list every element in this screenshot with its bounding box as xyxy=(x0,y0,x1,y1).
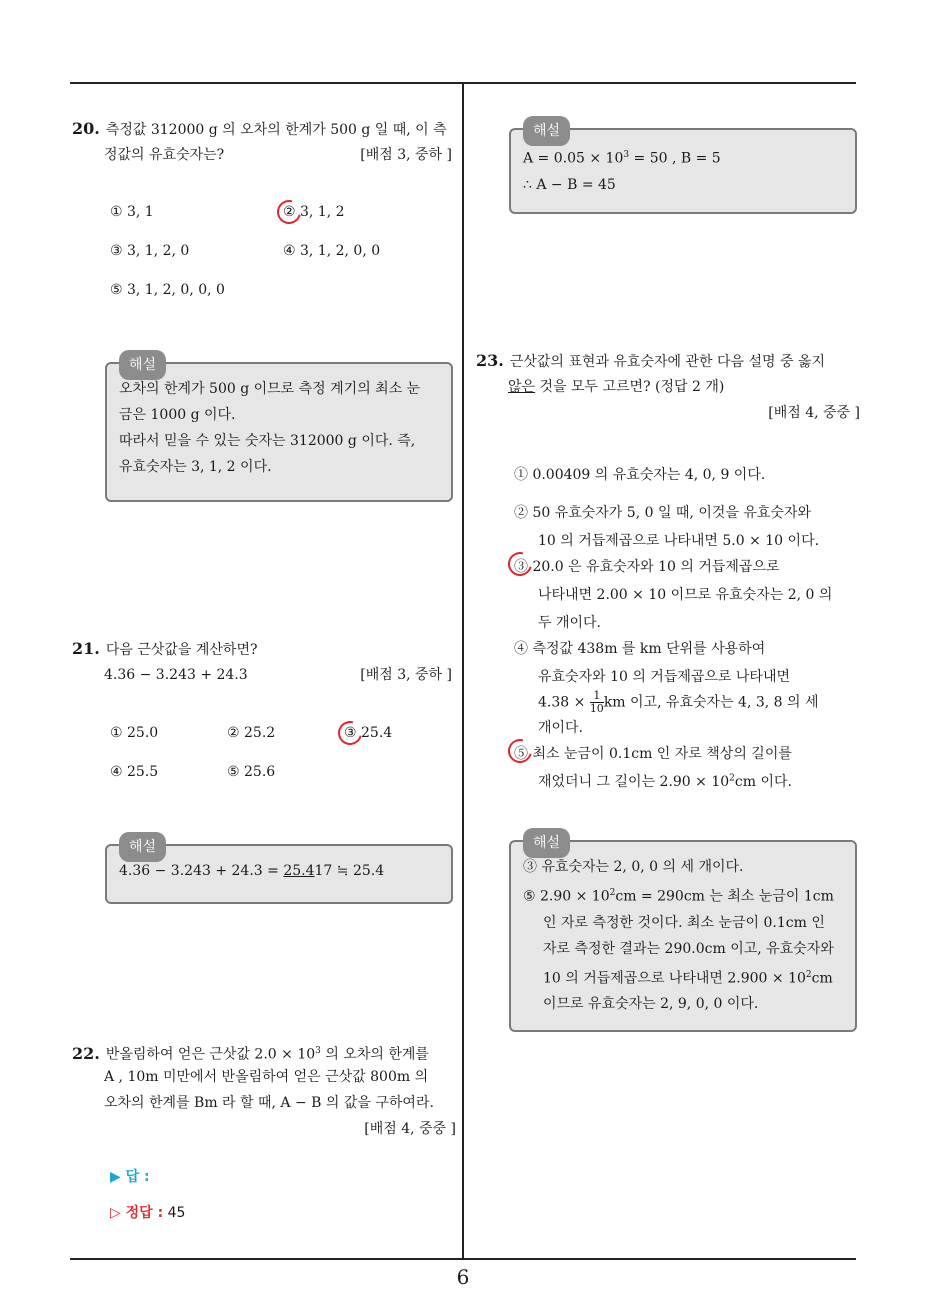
option-1[interactable]: ① 25.0 xyxy=(110,725,159,741)
score-meta: [배점 4, 중중 ] xyxy=(364,1121,456,1137)
option-1[interactable]: ① 3, 1 xyxy=(110,204,154,220)
solution-tag: 해설 xyxy=(119,350,166,380)
option-3[interactable]: ③ 20.0 은 유효숫자와 10 의 거듭제곱으로 나타내면 2.00 × 10 이므로 유효숫자는 2, 0 의 두 개이다. xyxy=(514,559,833,631)
correct-answer: ▷ 정답 : 45 xyxy=(110,1205,186,1221)
option-4[interactable]: ④ 3, 1, 2, 0, 0 xyxy=(283,243,381,259)
page-number: 6 xyxy=(456,1265,470,1289)
solution-line: $A = 0.05 \times 10^3 = 50$ , B = 5 xyxy=(523,150,721,167)
solution-tag: 해설 xyxy=(523,116,570,146)
question-21 xyxy=(72,636,452,696)
solution-line: ∴ A − B = 45 xyxy=(523,176,616,193)
question-20 xyxy=(72,116,452,176)
solution-line: 유효숫자는 3, 1, 2 이다. xyxy=(119,459,272,475)
question-text: 오차의 한계를 Bm 라 할 때, A − B 의 값을 구하여라. xyxy=(104,1095,434,1111)
solution-line: ⑤ $2.90 \times 10^2cm = 290cm$ 는 최소 눈금이 1cm xyxy=(523,888,834,905)
fraction: $\frac{1}{10}$ xyxy=(589,689,604,715)
option-4[interactable]: ④ 25.5 xyxy=(110,764,159,780)
question-22: 22. 반올림하여 얻은 근삿값 $2.0 \times 10^3$ 의 오차의 한계를 A , 10m 미만에서 반올림하여 얻은 근삿값 800m 의 오차의 한계를 Bm 라 할 때, A − B 의 값을 구하여라. [배점 4, 중중 ] xyxy=(72,1038,456,1148)
question-text: 않은 것을 모두 고르면? (정답 2 개) xyxy=(508,379,725,395)
option-1[interactable]: ① 0.00409 의 유효숫자는 4, 0, 9 이다. xyxy=(514,467,766,483)
solution-box-22 xyxy=(509,123,857,214)
solution-box-20 xyxy=(105,357,453,502)
score-meta: [배점 4, 중중 ] xyxy=(768,405,860,421)
option-3[interactable]: ③ 25.4 xyxy=(344,725,393,741)
question-text: 측정값 312000 g 의 오차의 한계가 500 g 일 때, 이 측 xyxy=(105,122,447,138)
solution-line: 인 자로 측정한 것이다. 최소 눈금이 0.1cm 인 xyxy=(543,914,825,931)
solution-line: 금은 1000 g 이다. xyxy=(119,407,236,423)
option-2[interactable]: ② 25.2 xyxy=(227,725,276,741)
solution-line: 따라서 믿을 수 있는 숫자는 312000 g 이다. 즉, xyxy=(119,433,416,449)
solution-line: 이므로 유효숫자는 2, 9, 0, 0 이다. xyxy=(543,996,759,1013)
solution-box-21 xyxy=(105,839,453,904)
option-5[interactable]: ⑤ 최소 눈금이 0.1cm 인 자로 책상의 길이를 재었더니 그 길이는 $2.90 \times 10^2cm$ 이다. xyxy=(514,746,792,790)
option-2[interactable]: ② 50 유효숫자가 5, 0 일 때, 이것을 유효숫자와 10 의 거듭제곱으로 나타내면 5.0 × 10 이다. xyxy=(514,505,820,549)
expression: 4.36 − 3.243 + 24.3 xyxy=(104,667,248,683)
option-3[interactable]: ③ 3, 1, 2, 0 xyxy=(110,243,190,259)
question-text: A , 10m 미만에서 반올림하여 얻은 근삿값 800m 의 xyxy=(104,1069,429,1085)
option-5[interactable]: ⑤ 3, 1, 2, 0, 0, 0 xyxy=(110,282,225,298)
solution-line: 오차의 한계가 500 g 이므로 측정 계기의 최소 눈 xyxy=(119,381,421,397)
option-5[interactable]: ⑤ 25.6 xyxy=(227,764,276,780)
solution-line: 10 의 거듭제곱으로 나타내면 $2.900 \times 10^2cm$ xyxy=(543,969,833,987)
solution-line: 자로 측정한 결과는 290.0cm 이고, 유효숫자와 xyxy=(543,940,834,957)
column-divider xyxy=(462,83,464,1258)
question-number: 20. xyxy=(72,119,100,138)
question-23: 23. 근삿값의 표현과 유효숫자에 관한 다음 설명 중 옳지 않은 것을 모두 고르면? (정답 2 개) [배점 4, 중중 ] xyxy=(476,348,860,428)
question-number: 23. xyxy=(476,351,504,370)
bottom-rule xyxy=(70,1258,856,1260)
question-number: 22. xyxy=(72,1043,100,1063)
answer-input-label[interactable]: ▶ 답 : xyxy=(110,1169,150,1185)
solution-line: 4.36 − 3.243 + 24.3 = 25.417 ≒ 25.4 xyxy=(119,863,385,879)
score-meta: [배점 3, 중하 ] xyxy=(360,147,452,163)
solution-box-23 xyxy=(509,835,857,1032)
option-4[interactable]: ④ 측정값 438m 를 km 단위를 사용하여 유효숫자와 10 의 거듭제곱으로 나타내면 4.38 × $\frac{1}{10}$ km 이고, 유효숫자는 4, 3, 8 의 세 개이다. xyxy=(514,641,819,736)
solution-line: ③ 유효숫자는 2, 0, 0 의 세 개이다. xyxy=(523,859,744,875)
solution-tag: 해설 xyxy=(119,832,166,862)
question-number: 21. xyxy=(72,639,100,658)
score-meta: [배점 3, 중하 ] xyxy=(360,667,452,683)
solution-tag: 해설 xyxy=(523,828,570,858)
question-text: 정값의 유효숫자는? xyxy=(104,147,225,163)
question-text: 다음 근삿값을 계산하면? xyxy=(105,642,258,658)
option-2[interactable]: ② 3, 1, 2 xyxy=(283,204,345,220)
